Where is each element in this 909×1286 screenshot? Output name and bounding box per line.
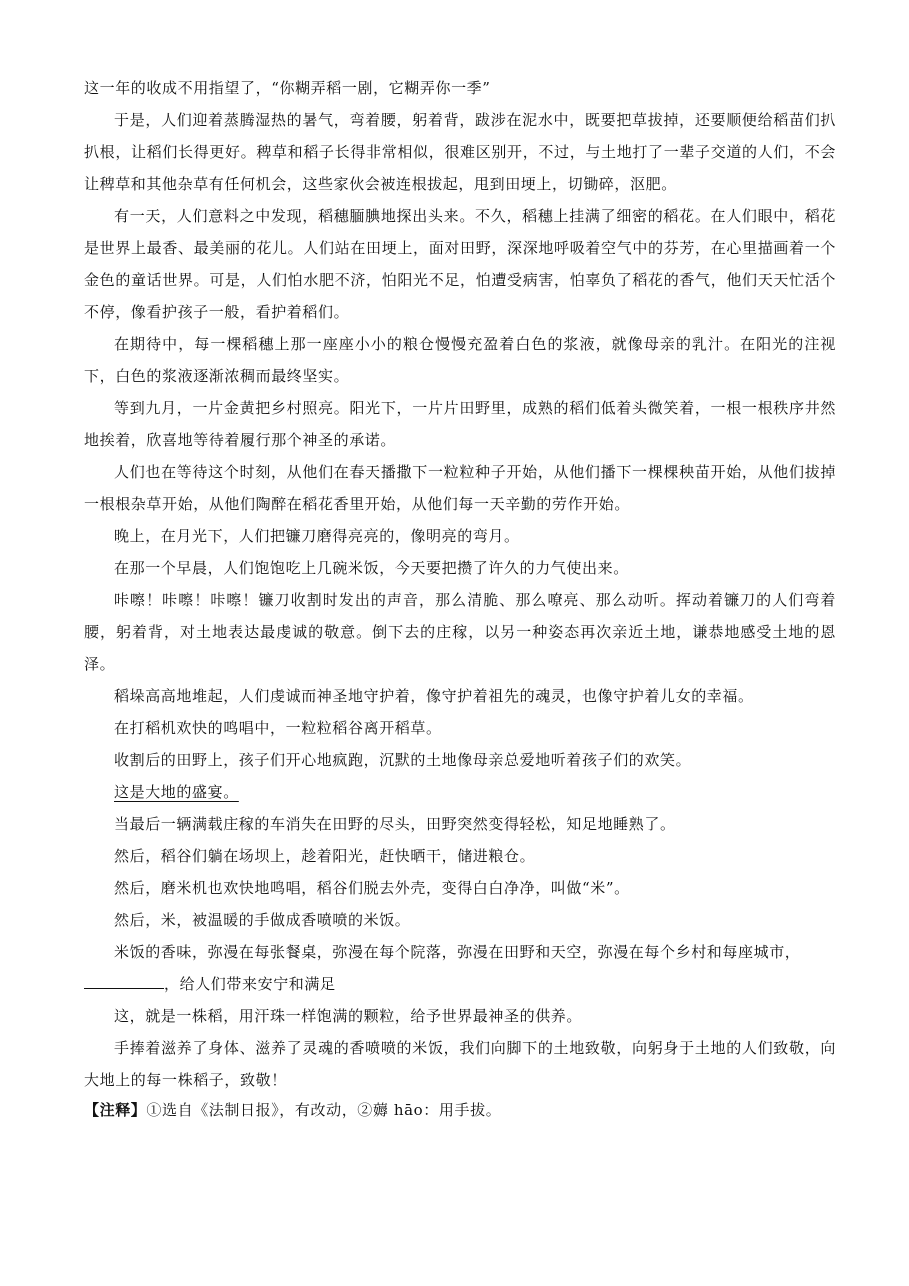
paragraph-13: 当最后一辆满载庄稼的车消失在田野的尽头，田野突然变得轻松，知足地睡熟了。 [114, 815, 676, 833]
paragraph-0: 这一年的收成不用指望了，“你糊弄稻一剧，它糊弄你一季” [84, 79, 491, 97]
note-label: 【注释】 [84, 1101, 147, 1119]
paragraph-4: 等到九月，一片金黄把乡村照亮。阳光下，一片片田野里，成熟的稻们低着头微笑着，一根一根秩序井然地挨着，欣喜地等待着履行那个神圣的承诺。 [84, 399, 836, 449]
paragraph-12 [84, 776, 836, 808]
paragraph-9: 稻垛高高地堆起，人们虔诚而神圣地守护着，像守护着祖先的魂灵，也像守护着儿女的幸福。 [114, 687, 754, 705]
paragraph-3: 在期待中，每一棵稻穗上那一座座小小的粮仓慢慢充盈着白色的浆液，就像母亲的乳汁。在阳光的注视下，白色的浆液逐渐浓稠而最终坚实。 [84, 335, 836, 385]
paragraph-2: 有一天，人们意料之中发现，稻穗腼腆地探出头来。不久，稻穗上挂满了细密的稻花。在人们眼中，稻花是世界上最香、最美丽的花儿。人们站在田埂上，面对田野，深深地呼吸着空气中的芬芳，在心里描画着一个金色的童话世界。可是，人们怕水肥不济，怕阳光不足，怕遭受病害，怕辜负了稻花的香气，他们天天忙活个不停，像看护孩子一般，看护着稻们。 [84, 207, 836, 321]
paragraph-17: 米饭的香味，弥漫在每张餐桌，弥漫在每个院落，弥漫在田野和天空，弥漫在每个乡村和每座城市， [114, 943, 801, 961]
note-text: ①选自《法制日报》，有改动，②薅 hāo：用手拔。 [146, 1101, 502, 1119]
paragraph-6: 晚上，在月光下，人们把镰刀磨得亮亮的，像明亮的弯月。 [114, 527, 520, 545]
paragraph-14: 然后，稻谷们躺在场坝上，趁着阳光，赶快晒干，储进粮仓。 [114, 847, 536, 865]
paragraph-5: 人们也在等待这个时刻，从他们在春天播撒下一粒粒种子开始，从他们播下一棵棵秧苗开始，从他们拔掉一根根杂草开始，从他们陶醉在稻花香里开始，从他们每一天辛勤的劳作开始。 [84, 463, 836, 513]
paragraph-8: 咔嚓！咔嚓！咔嚓！镰刀收割时发出的声音，那么清脆、那么嘹亮、那么动听。挥动着镰刀的人们弯着腰，躬着背，对土地表达最虔诚的敬意。倒下去的庄稼，以另一种姿态再次亲近土地，谦恭地感受土地的恩泽。 [84, 591, 836, 673]
fill-in-blank[interactable] [84, 970, 164, 989]
paragraph-19: 这，就是一株稻，用汗珠一样饱满的颗粒，给予世界最神圣的供养。 [114, 1007, 583, 1025]
underlined-sentence: 这是大地的盛宴。 [114, 783, 239, 801]
paragraph-18 [84, 968, 836, 1000]
annotation-note [84, 1096, 836, 1124]
paragraph-7: 在那一个早晨，人们饱饱吃上几碗米饭，今天要把攒了许久的力气使出来。 [114, 559, 629, 577]
paragraph-18-text: ，给人们带来安宁和满足 [164, 975, 336, 993]
paragraph-11: 收割后的田野上，孩子们开心地疯跑，沉默的土地像母亲总爱地听着孩子们的欢笑。 [114, 751, 692, 769]
paragraph-10: 在打稻机欢快的鸣唱中，一粒粒稻谷离开稻草。 [114, 719, 442, 737]
paragraph-16: 然后，米，被温暖的手做成香喷喷的米饭。 [114, 911, 411, 929]
paragraph-20: 手捧着滋养了身体、滋养了灵魂的香喷喷的米饭，我们向脚下的土地致敬，向躬身于土地的人们致敬，向大地上的每一株稻子，致敬！ [84, 1039, 836, 1089]
paragraph-1: 于是，人们迎着蒸腾湿热的暑气，弯着腰，躬着背，跋涉在泥水中，既要把草拔掉，还要顺便给稻苗们扒扒根，让稻们长得更好。稗草和稻子长得非常相似，很难区别开，不过，与土地打了一辈子交道的人们，不会让稗草和其他杂草有任何机会，这些家伙会被连根拔起，甩到田埂上，切锄碎，沤肥。 [84, 111, 836, 193]
paragraph-15: 然后，磨米机也欢快地鸣唱，稻谷们脱去外壳，变得白白净净，叫做“米”。 [114, 879, 630, 897]
article-body [84, 72, 836, 1124]
